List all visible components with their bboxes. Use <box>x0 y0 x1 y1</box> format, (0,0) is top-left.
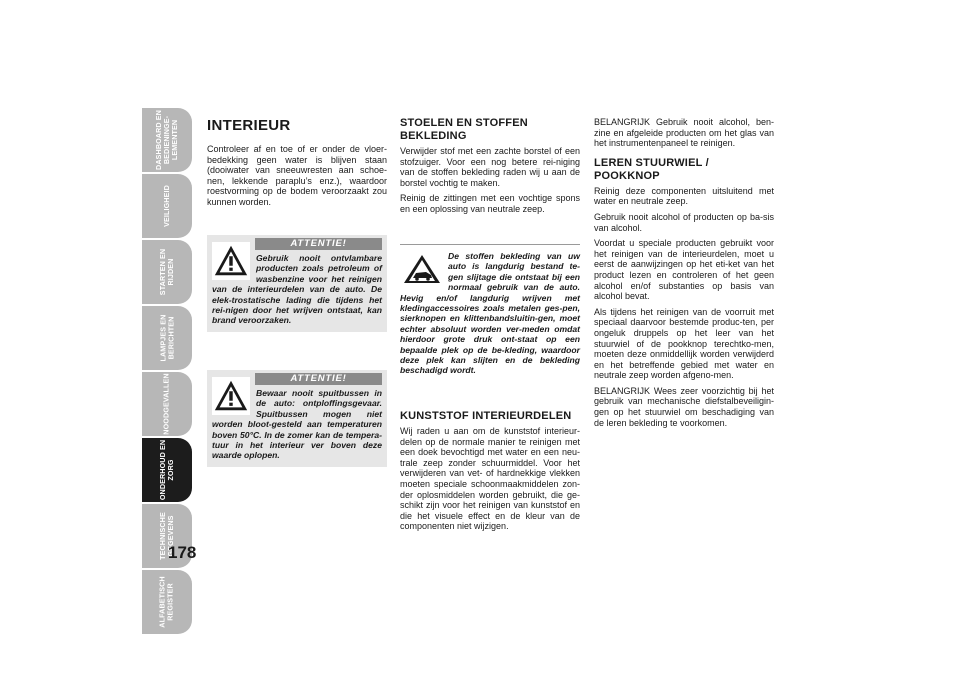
section-title-stoelen: STOELEN EN STOFFEN BEKLEDING <box>400 117 528 142</box>
side-tab-onderhoud[interactable] <box>142 438 192 502</box>
side-tab-label: STARTEN EN RIJDEN <box>157 248 175 296</box>
care-note <box>400 244 580 376</box>
warning-box <box>207 370 387 467</box>
body-paragraph: BELANGRIJK Gebruik nooit alcohol, ben-zine en afgeleide producten om het glas van het instrumentenpaneel te reinigen. <box>594 117 774 149</box>
section-title-kunststof: KUNSTSTOF INTERIEURDELEN <box>400 410 572 422</box>
warning-text: Gebruik nooit ontvlambare producten zoals petroleum of wasbenzine voor het reinigen van de interieurdelen van de auto. De elek-trostatische lading die tijdens het rei-nigen door het wrijven ontstaat, kan brand veroorzaken. <box>212 253 382 326</box>
side-tab-dashboard[interactable] <box>142 108 192 172</box>
body-paragraph: BELANGRIJK Wees zeer voorzichtig bij het gebruik van mechanische diefstalbeveiligin-gen op het stuurwiel om beschadiging van de leren bekleding te voorkomen. <box>594 385 774 428</box>
side-tab-label: VEILIGHEID <box>162 185 171 227</box>
note-text: De stoffen bekleding van uw auto is langdurig bestand te-gen slijtage die ontstaat bij een normaal gebruik van de auto. Hevig en/of langdurig wrijven met kledingaccessoires zoals metalen ges-pen, sierknopen en klittenbandsluitin-gen, moet echter absoluut worden ver-meden omdat hierdoor grote druk ont-staat op een bepaalde plek op de be-kleding, waardoor deze plek kan slijten en de bekleding beschadigd wordt. <box>400 251 580 376</box>
side-tab-label: TECHNISCHE GEGEVENS <box>157 512 175 560</box>
column-1 <box>207 117 387 213</box>
side-tab-veiligheid[interactable] <box>142 174 192 238</box>
side-tab-label: NOODGEVALLEN <box>162 373 171 435</box>
body-paragraph: Verwijder stof met een zachte borstel of een stofzuiger. Voor een nog betere rei-niging van de stoffen bekleding raden wij u aan de borstel vochtig te maken. <box>400 146 580 188</box>
side-tab-label: LAMPJES EN BERICHTEN <box>158 314 175 362</box>
warning-triangle-icon <box>212 242 250 280</box>
side-tab-label: DASHBOARD EN BEDIENINGE- LEMENTEN <box>154 110 179 170</box>
column-3 <box>594 117 774 433</box>
body-paragraph: Gebruik nooit alcohol of producten op ba-sis van alcohol. <box>594 211 774 233</box>
section-title-interieur: INTERIEUR <box>207 117 291 134</box>
body-paragraph: Voordat u speciale producten gebruikt voor het reinigen van de interieurdelen, moet u eerst de aanwijzingen op het eti-ket van het product lezen en controleren of het geen alcohol en/of substanties op basis van alcohol bevat. <box>594 238 774 302</box>
side-tab-starten[interactable] <box>142 240 192 304</box>
warning-title: ATTENTIE! <box>255 238 382 250</box>
warning-triangle-icon <box>212 377 250 415</box>
body-paragraph: Wij raden u aan om de kunststof interieur-delen op de normale manier te reinigen met een doek bevochtigd met water en een neu-trale zeep zonder schuurmiddel. Voor het verwijderen van vet- of hardnekkige vlekken moeten speciale schoonmaakmiddelen zon-der oplosmiddelen worden gebruikt, die ge-schikt zijn voor het reinigen van kunststof en die het visuele effect en de kleur van de componenten niet wijzigen. <box>400 426 580 532</box>
body-paragraph: Als tijdens het reinigen van de voorruit met speciaal daarvoor bestemde produc-ten, per ongeluk druppels op het leer van het stuurwiel of de pookknop terechtko-men, moeten deze onmiddellijk worden verwijderd en het betreffende gebied met water en neutrale zeep worden afgeno-men. <box>594 306 774 381</box>
warning-box <box>207 235 387 332</box>
side-tab-lampjes[interactable] <box>142 306 192 370</box>
side-tab-label: ONDERHOUD EN ZORG <box>158 439 175 501</box>
section-title-leren-stuurwiel: LEREN STUURWIEL / POOKKNOP <box>594 156 709 182</box>
column-2-lower <box>400 410 580 537</box>
warning-text: Bewaar nooit spuitbussen in de auto: ontploffingsgevaar. Spuitbussen mogen niet worden bloot-gesteld aan temperaturen boven 50°C. In de zomer kan de tempera-tuur in het interieur ver boven deze waarde oplopen. <box>212 388 382 461</box>
car-care-icon <box>402 253 442 285</box>
body-paragraph: Controleer af en toe of er onder de vloer-bedekking geen water is blijven staan (dooiwater van sneeuwresten aan schoe-nen, lekkende paraplu’s enz.), waardoor roestvorming op de bodem veroorzaakt zou kunnen worden. <box>207 144 387 207</box>
side-tab-label: ALFABETISCH REGISTER <box>158 576 176 628</box>
column-2 <box>400 117 580 220</box>
side-tab-noodgevallen[interactable] <box>142 372 192 436</box>
body-paragraph: Reinig deze componenten uitsluitend met water en neutrale zeep. <box>594 185 774 207</box>
warning-title: ATTENTIE! <box>255 373 382 385</box>
side-tab-register[interactable] <box>142 570 192 634</box>
page-number: 178 <box>168 543 197 562</box>
body-paragraph: Reinig de zittingen met een vochtige spons en een oplossing van neutrale zeep. <box>400 193 580 214</box>
